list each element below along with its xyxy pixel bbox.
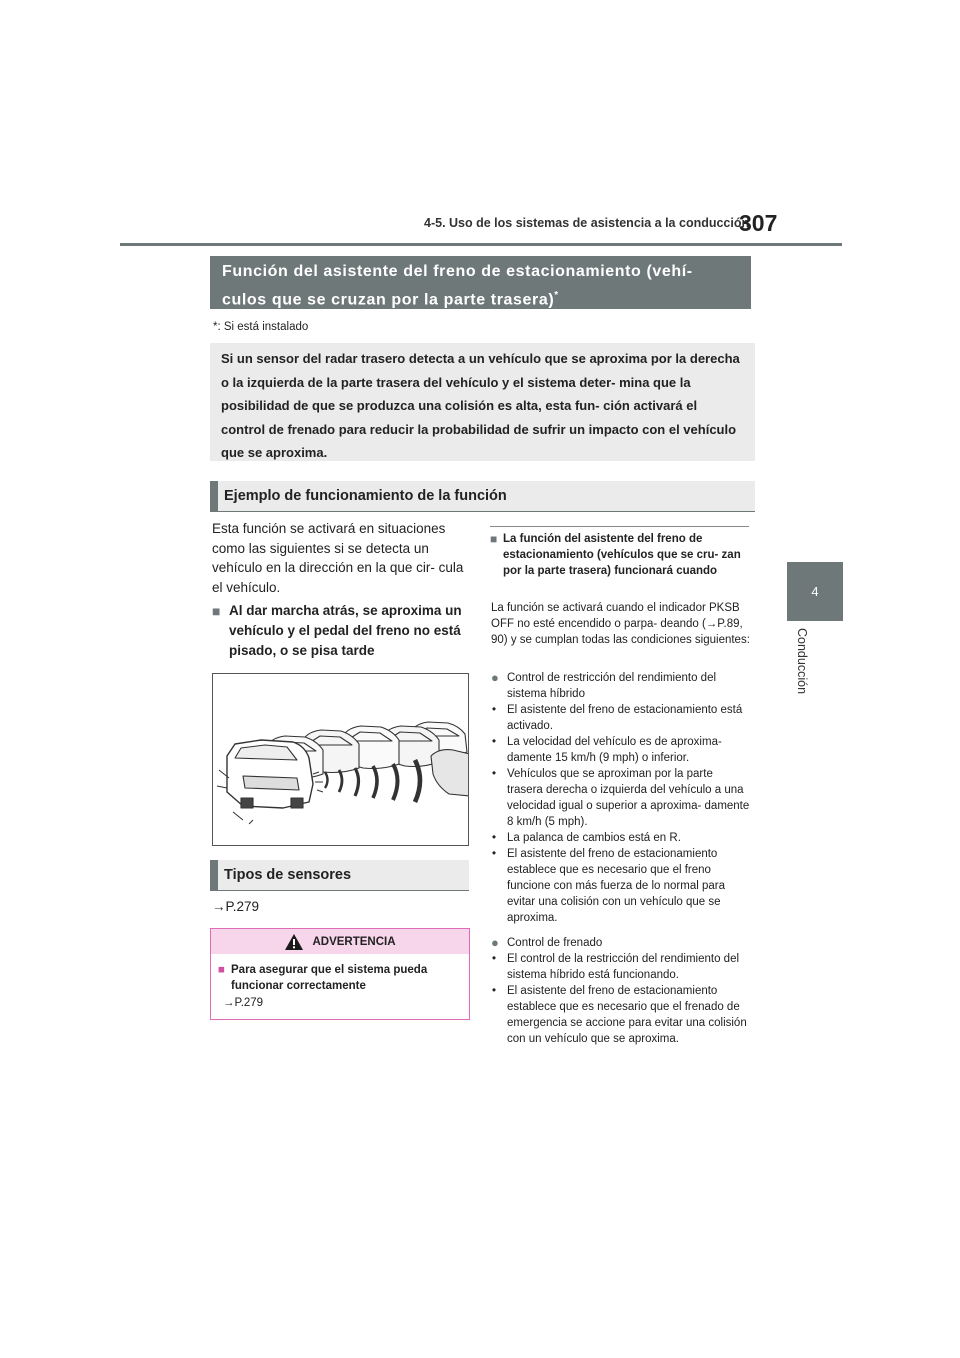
list-item: • La velocidad del vehículo es de aproxima- damente 15 km/h (9 mph) o inferior.: [492, 736, 722, 764]
square-bullet-icon: ■: [218, 964, 225, 976]
list-item: • La palanca de cambios está en R.: [492, 832, 681, 844]
condition-title-text: Control de frenado: [507, 937, 603, 949]
list-item: • El asistente del freno de estacionamiento está activado.: [492, 704, 743, 732]
operation-heading-text: La función del asistente del freno de estacionamiento (vehículos que se cru- zan por la parte trasera) funcionará cuando: [503, 533, 741, 577]
list-item: • El asistente del freno de estacionamiento establece que es necesario que el frenado de emergencia se accione para evitar una colisión con un vehículo que se aproxima.: [492, 985, 747, 1045]
condition-title-text: Control de restricción del rendimiento del sistema híbrido: [507, 672, 717, 700]
warning-box: [210, 928, 470, 1020]
warning-triangle-icon: [284, 933, 304, 951]
section-title: 4-5. Uso de los sistemas de asistencia a la conducción: [424, 216, 750, 230]
operation-paragraph: La función se activará cuando el indicador PKSB OFF no esté encendido o parpa- deando (→P.89, 90) y se cumplan todas las condiciones siguientes:: [491, 602, 750, 646]
square-bullet-icon: ■: [212, 603, 221, 619]
footnote-marker: *: [554, 290, 559, 301]
case-heading: [212, 601, 474, 661]
page-number: 307: [739, 210, 778, 236]
header-rule: [120, 243, 842, 246]
chapter-tab: [787, 562, 843, 621]
illustration-reversing-cars: [212, 673, 469, 846]
condition-group: [491, 670, 751, 926]
list-item: • Vehículos que se aproximan por la parte trasera derecha o izquierda del vehículo a una velocidad igual o superior a aproxima- damente 8 km/h (5 mph).: [492, 768, 750, 828]
condition-group: [491, 935, 751, 1047]
right-column-rule: [490, 526, 749, 527]
operation-heading: [490, 531, 752, 579]
warning-header: [211, 929, 469, 954]
warning-label: ADVERTENCIA: [312, 935, 396, 948]
example-heading-text: Ejemplo de funcionamiento de la función: [224, 488, 507, 504]
example-heading: [210, 481, 755, 511]
chapter-number: 4: [811, 584, 819, 599]
list-item: • El asistente del freno de estacionamiento establece que es necesario que el freno funcione con más fuerza de lo normal para evitar una colisión con un vehículo que se aproxima.: [492, 848, 725, 924]
condition-title: [491, 670, 751, 702]
main-heading-text: Función del asistente del freno de estacionamiento (vehí- culos que se cruzan por la parte trasera): [222, 263, 693, 309]
condition-list: [491, 702, 751, 926]
chapter-label: Conducción: [795, 628, 809, 695]
warning-reference-link[interactable]: →P.279: [223, 997, 264, 1009]
round-bullet-icon: ●: [491, 670, 499, 685]
sensors-heading-text: Tipos de sensores: [224, 867, 352, 883]
round-bullet-icon: ●: [491, 935, 499, 950]
reversing-cars-drawing: [213, 674, 469, 846]
condition-list: [491, 951, 751, 1047]
case-heading-text: Al dar marcha atrás, se aproxima un vehículo y el pedal del freno no está pisado, o se pisa tarde: [229, 603, 462, 658]
square-bullet-icon: ■: [490, 532, 498, 546]
list-item: • El control de la restricción del rendimiento del sistema híbrido está funcionando.: [492, 953, 740, 981]
warning-title: [218, 962, 463, 994]
footnote: *: Si está instalado: [213, 321, 309, 333]
intro-box: Si un sensor del radar trasero detecta a un vehículo que se aproxima por la derecha o la izquierda de la parte trasera del vehículo y el sistema deter- mina que la posibilidad de que se produzca una colisión es alta, esta fun- ción activará el control de frenado para reducir la probabilidad de sufrir un impacto con el vehículo que se aproxima.: [210, 343, 755, 461]
sensors-heading: [210, 860, 469, 890]
example-paragraph: Esta función se activará en situaciones como las siguientes si se detecta un vehículo en la dirección en la que cir- cula el vehículo.: [212, 521, 464, 595]
condition-title: [491, 935, 751, 951]
sensors-reference-link[interactable]: →P.279: [212, 899, 260, 914]
main-heading: [210, 256, 751, 309]
warning-title-text: Para asegurar que el sistema pueda funcionar correctamente: [231, 964, 428, 992]
